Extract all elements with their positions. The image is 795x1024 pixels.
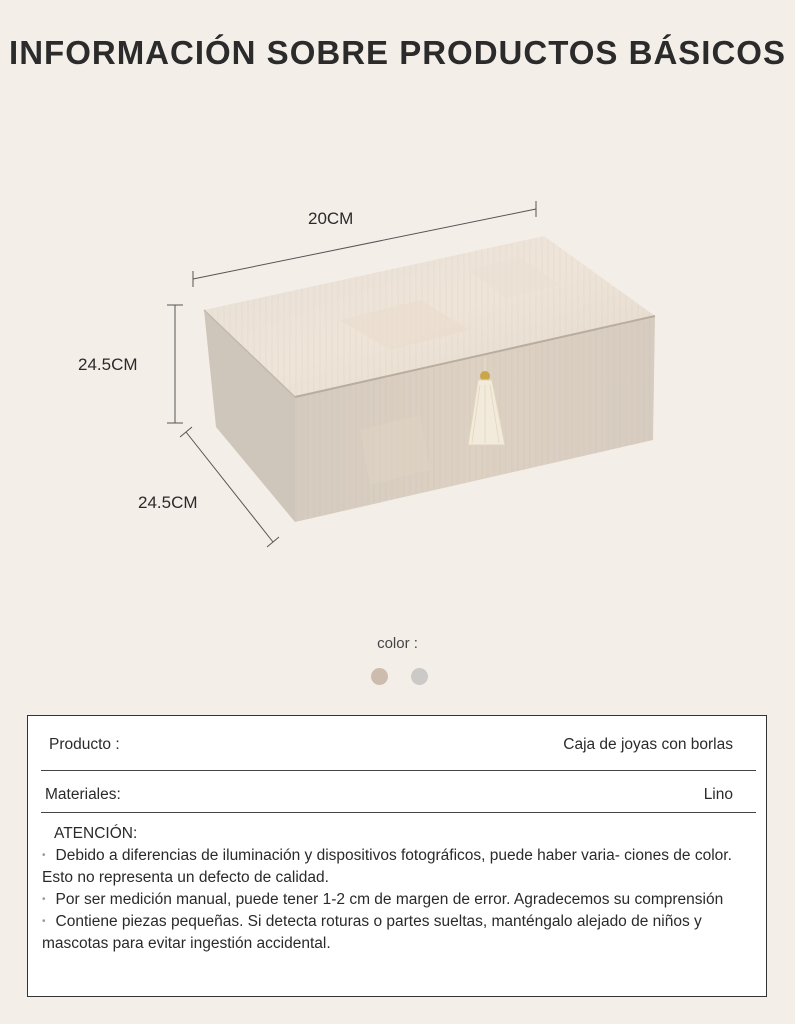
notice-heading: ATENCIÓN: <box>54 825 138 842</box>
product-value: Caja de joyas con borlas <box>563 736 733 753</box>
bullet-icon: • <box>42 894 46 906</box>
depth-label: 24.5CM <box>138 493 198 512</box>
material-row <box>41 786 753 806</box>
page-title: INFORMACIÓN SOBRE PRODUCTOS BÁSICOS <box>9 34 786 71</box>
height-label: 24.5CM <box>78 355 138 374</box>
height-dimension-line <box>167 305 183 423</box>
notice-item: • Debido a diferencias de iluminación y dispositivos fotográficos, puede haber varia- ciones de color. Esto no representa un defecto de calidad. <box>42 847 732 887</box>
bullet-icon: • <box>42 916 46 928</box>
color-swatch-beige[interactable] <box>371 668 388 685</box>
bullet-icon: • <box>42 850 46 861</box>
divider <box>41 812 756 813</box>
color-label: color : <box>377 635 418 652</box>
notice-item: • Contiene piezas pequeñas. Si detecta roturas o partes sueltas, manténgalo alejado de niños y mascotas para evitar ingestión accidental. <box>42 913 702 953</box>
divider <box>41 770 756 771</box>
material-label: Materiales: <box>45 786 121 803</box>
jewelry-box-image <box>204 236 655 522</box>
product-label: Producto : <box>49 736 120 753</box>
notice-section <box>42 823 748 955</box>
product-info-table <box>27 715 767 997</box>
notice-item: • Por ser medición manual, puede tener 1-2 cm de margen de error. Agradecemos su comprensión <box>42 891 724 909</box>
material-value: Lino <box>703 786 733 803</box>
color-swatch-gray[interactable] <box>411 668 428 685</box>
product-row <box>41 736 753 756</box>
width-label: 20CM <box>308 209 354 228</box>
